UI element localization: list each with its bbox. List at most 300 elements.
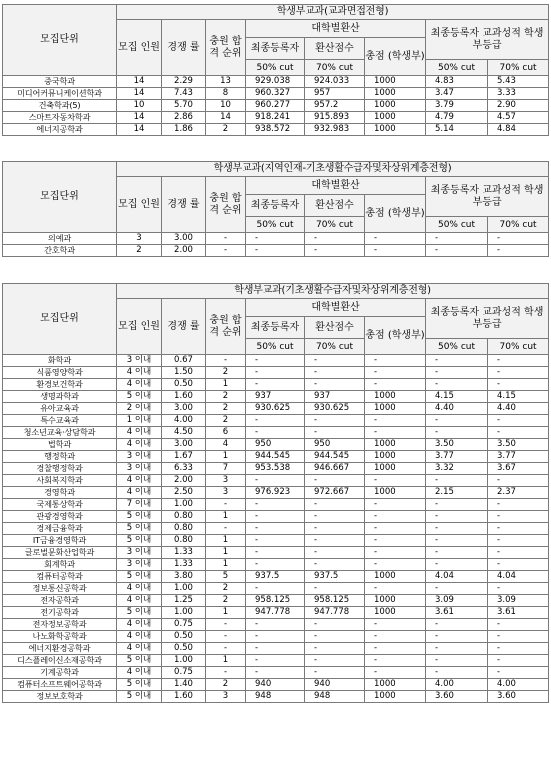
cell-grade-cut50: 4.15 bbox=[426, 391, 488, 403]
cell-competition: 0.80 bbox=[162, 511, 206, 523]
cell-supplementary: 13 bbox=[206, 76, 246, 88]
header-university-conversion: 대학별환산 bbox=[246, 299, 426, 317]
cell-recruit: 14 bbox=[117, 112, 162, 124]
cell-cut70: - bbox=[305, 643, 365, 655]
table-basic-livelihood bbox=[2, 283, 549, 703]
cell-competition: 0.80 bbox=[162, 535, 206, 547]
cell-grade-cut50: - bbox=[426, 499, 488, 511]
cell-total: - bbox=[365, 631, 426, 643]
table-row bbox=[3, 691, 549, 703]
cell-grade-cut70: 3.61 bbox=[488, 607, 549, 619]
table-row bbox=[3, 112, 549, 124]
cell-competition: 0.50 bbox=[162, 379, 206, 391]
cell-cut50: - bbox=[246, 619, 305, 631]
header-final-registrant: 최종등록자 bbox=[246, 195, 305, 217]
header-grade: 최종등록자 교과성적 학생부등급 bbox=[426, 20, 549, 60]
cell-supplementary: 3 bbox=[206, 475, 246, 487]
cell-dept-name: 간호학과 bbox=[3, 245, 117, 257]
table-row bbox=[3, 667, 549, 679]
cell-supplementary: - bbox=[206, 643, 246, 655]
cell-grade-cut50: 4.83 bbox=[426, 76, 488, 88]
cell-grade-cut70: 3.67 bbox=[488, 463, 549, 475]
cell-cut70: - bbox=[305, 667, 365, 679]
cell-cut50: - bbox=[246, 355, 305, 367]
cell-dept-name: 중국학과 bbox=[3, 76, 117, 88]
cell-supplementary: 4 bbox=[206, 439, 246, 451]
table-title: 학생부교과(교과면접전형) bbox=[117, 5, 549, 20]
cell-grade-cut50: 4.40 bbox=[426, 403, 488, 415]
cell-competition: 4.50 bbox=[162, 427, 206, 439]
cell-cut70: 972.667 bbox=[305, 487, 365, 499]
table-row bbox=[3, 583, 549, 595]
cell-competition: 3.80 bbox=[162, 571, 206, 583]
cell-cut50: - bbox=[246, 475, 305, 487]
cell-competition: 0.50 bbox=[162, 643, 206, 655]
cell-grade-cut50: 2.15 bbox=[426, 487, 488, 499]
cell-grade-cut70: - bbox=[488, 355, 549, 367]
cell-cut70: 948 bbox=[305, 691, 365, 703]
cell-supplementary: - bbox=[206, 355, 246, 367]
table-row bbox=[3, 245, 549, 257]
cell-supplementary: 10 bbox=[206, 100, 246, 112]
cell-total: - bbox=[365, 583, 426, 595]
header-cut50: 50% cut bbox=[246, 217, 305, 233]
cell-cut70: - bbox=[305, 415, 365, 427]
table-row bbox=[3, 571, 549, 583]
table-row bbox=[3, 233, 549, 245]
table-row bbox=[3, 679, 549, 691]
cell-dept-name: 관광경영학과 bbox=[3, 511, 117, 523]
cell-grade-cut70: - bbox=[488, 547, 549, 559]
cell-grade-cut50: 4.79 bbox=[426, 112, 488, 124]
cell-cut70: - bbox=[305, 379, 365, 391]
cell-competition: 6.33 bbox=[162, 463, 206, 475]
cell-cut50: 929.038 bbox=[246, 76, 305, 88]
cell-competition: 1.50 bbox=[162, 367, 206, 379]
cell-grade-cut70: - bbox=[488, 535, 549, 547]
cell-dept-name: IT금융경영학과 bbox=[3, 535, 117, 547]
cell-supplementary: - bbox=[206, 631, 246, 643]
cell-supplementary: - bbox=[206, 245, 246, 257]
cell-dept-name: 기계공학과 bbox=[3, 667, 117, 679]
cell-recruit: 7 이내 bbox=[117, 499, 162, 511]
table-row bbox=[3, 595, 549, 607]
cell-recruit: 3 이내 bbox=[117, 463, 162, 475]
cell-recruit: 3 이내 bbox=[117, 451, 162, 463]
cell-cut50: 953.538 bbox=[246, 463, 305, 475]
header-total: 총점 (학생부) bbox=[365, 195, 426, 233]
cell-cut50: 937.5 bbox=[246, 571, 305, 583]
cell-grade-cut50: 4.04 bbox=[426, 571, 488, 583]
cell-total: - bbox=[365, 379, 426, 391]
cell-dept-name: 화학과 bbox=[3, 355, 117, 367]
cell-cut70: - bbox=[305, 655, 365, 667]
cell-grade-cut70: 4.15 bbox=[488, 391, 549, 403]
cell-recruit: 5 이내 bbox=[117, 391, 162, 403]
cell-cut70: - bbox=[305, 583, 365, 595]
cell-supplementary: - bbox=[206, 523, 246, 535]
table-row bbox=[3, 631, 549, 643]
cell-dept-name: 미디어커뮤니케이션학과 bbox=[3, 88, 117, 100]
cell-total: 1000 bbox=[365, 679, 426, 691]
header-supplementary: 충원 합격 순위 bbox=[206, 299, 246, 355]
cell-grade-cut50: 3.09 bbox=[426, 595, 488, 607]
cell-dept-name: 특수교육과 bbox=[3, 415, 117, 427]
cell-supplementary: 2 bbox=[206, 583, 246, 595]
cell-recruit: 5 이내 bbox=[117, 571, 162, 583]
table-row bbox=[3, 403, 549, 415]
cell-supplementary: 2 bbox=[206, 679, 246, 691]
cell-cut50: - bbox=[246, 667, 305, 679]
header-dept: 모집단위 bbox=[3, 284, 117, 355]
cell-grade-cut70: 2.37 bbox=[488, 487, 549, 499]
header-grade-cut50: 50% cut bbox=[426, 217, 488, 233]
cell-recruit: 3 이내 bbox=[117, 559, 162, 571]
cell-competition: 1.67 bbox=[162, 451, 206, 463]
cell-grade-cut70: - bbox=[488, 583, 549, 595]
cell-recruit: 5 이내 bbox=[117, 607, 162, 619]
table-row bbox=[3, 511, 549, 523]
cell-competition: 3.00 bbox=[162, 233, 206, 245]
cell-dept-name: 나노화학공학과 bbox=[3, 631, 117, 643]
cell-total: 1000 bbox=[365, 88, 426, 100]
cell-grade-cut50: 3.79 bbox=[426, 100, 488, 112]
cell-dept-name: 컴퓨터소프트웨어공학과 bbox=[3, 679, 117, 691]
cell-grade-cut50: 4.00 bbox=[426, 679, 488, 691]
header-recruit: 모집 인원 bbox=[117, 20, 162, 76]
cell-competition: 1.33 bbox=[162, 559, 206, 571]
cell-competition: 2.86 bbox=[162, 112, 206, 124]
cell-cut70: - bbox=[305, 523, 365, 535]
cell-dept-name: 건축학과(5) bbox=[3, 100, 117, 112]
cell-recruit: 3 이내 bbox=[117, 547, 162, 559]
cell-cut50: - bbox=[246, 583, 305, 595]
cell-dept-name: 디스플레이신소재공학과 bbox=[3, 655, 117, 667]
header-cut70: 70% cut bbox=[305, 60, 365, 76]
cell-grade-cut70: 3.09 bbox=[488, 595, 549, 607]
header-total: 총점 (학생부) bbox=[365, 38, 426, 76]
cell-total: 1000 bbox=[365, 391, 426, 403]
table-title: 학생부교과(기초생활수급자및차상위계층전형) bbox=[117, 284, 549, 299]
cell-total: - bbox=[365, 655, 426, 667]
cell-cut70: - bbox=[305, 475, 365, 487]
cell-cut50: - bbox=[246, 367, 305, 379]
cell-supplementary: - bbox=[206, 667, 246, 679]
header-cut70: 70% cut bbox=[305, 339, 365, 355]
cell-supplementary: 1 bbox=[206, 451, 246, 463]
cell-supplementary: - bbox=[206, 619, 246, 631]
cell-dept-name: 식품영양학과 bbox=[3, 367, 117, 379]
cell-total: - bbox=[365, 427, 426, 439]
cell-total: 1000 bbox=[365, 463, 426, 475]
cell-cut70: 958.125 bbox=[305, 595, 365, 607]
cell-recruit: 4 이내 bbox=[117, 379, 162, 391]
cell-recruit: 5 이내 bbox=[117, 691, 162, 703]
cell-recruit: 14 bbox=[117, 76, 162, 88]
cell-supplementary: 1 bbox=[206, 547, 246, 559]
cell-grade-cut70: 3.33 bbox=[488, 88, 549, 100]
header-final-registrant: 최종등록자 bbox=[246, 317, 305, 339]
cell-cut50: - bbox=[246, 415, 305, 427]
cell-dept-name: 법학과 bbox=[3, 439, 117, 451]
cell-grade-cut50: - bbox=[426, 475, 488, 487]
cell-supplementary: 2 bbox=[206, 367, 246, 379]
cell-grade-cut70: 4.04 bbox=[488, 571, 549, 583]
cell-competition: 2.50 bbox=[162, 487, 206, 499]
cell-supplementary: 2 bbox=[206, 595, 246, 607]
cell-cut50: - bbox=[246, 511, 305, 523]
cell-recruit: 4 이내 bbox=[117, 427, 162, 439]
cell-cut50: 960.327 bbox=[246, 88, 305, 100]
cell-grade-cut70: - bbox=[488, 631, 549, 643]
cell-grade-cut50: - bbox=[426, 367, 488, 379]
cell-grade-cut70: 4.57 bbox=[488, 112, 549, 124]
header-cut50: 50% cut bbox=[246, 339, 305, 355]
header-university-conversion: 대학별환산 bbox=[246, 177, 426, 195]
header-grade-cut70: 70% cut bbox=[488, 60, 549, 76]
cell-cut50: - bbox=[246, 245, 305, 257]
cell-recruit: 4 이내 bbox=[117, 667, 162, 679]
cell-cut70: 937.5 bbox=[305, 571, 365, 583]
cell-grade-cut70: - bbox=[488, 245, 549, 257]
cell-recruit: 5 이내 bbox=[117, 535, 162, 547]
header-dept: 모집단위 bbox=[3, 5, 117, 76]
cell-supplementary: 3 bbox=[206, 487, 246, 499]
cell-cut70: - bbox=[305, 355, 365, 367]
cell-cut70: 950 bbox=[305, 439, 365, 451]
header-recruit: 모집 인원 bbox=[117, 299, 162, 355]
table-row bbox=[3, 499, 549, 511]
table-row bbox=[3, 100, 549, 112]
cell-grade-cut50: 5.14 bbox=[426, 124, 488, 136]
cell-dept-name: 전자정보공학과 bbox=[3, 619, 117, 631]
header-grade-cut50: 50% cut bbox=[426, 60, 488, 76]
cell-grade-cut50: - bbox=[426, 427, 488, 439]
cell-total: - bbox=[365, 245, 426, 257]
cell-grade-cut70: 3.77 bbox=[488, 451, 549, 463]
table-row bbox=[3, 559, 549, 571]
cell-cut50: 958.125 bbox=[246, 595, 305, 607]
cell-dept-name: 경찰행정학과 bbox=[3, 463, 117, 475]
cell-recruit: 4 이내 bbox=[117, 439, 162, 451]
cell-cut50: 976.923 bbox=[246, 487, 305, 499]
cell-grade-cut70: 4.84 bbox=[488, 124, 549, 136]
cell-supplementary: 2 bbox=[206, 391, 246, 403]
cell-cut70: - bbox=[305, 535, 365, 547]
cell-total: - bbox=[365, 499, 426, 511]
cell-competition: 3.00 bbox=[162, 403, 206, 415]
cell-grade-cut70: - bbox=[488, 619, 549, 631]
cell-dept-name: 사회복지학과 bbox=[3, 475, 117, 487]
cell-supplementary: 2 bbox=[206, 415, 246, 427]
cell-grade-cut50: - bbox=[426, 619, 488, 631]
header-competition: 경쟁 률 bbox=[162, 20, 206, 76]
cell-grade-cut50: - bbox=[426, 415, 488, 427]
cell-cut70: - bbox=[305, 547, 365, 559]
cell-grade-cut50: - bbox=[426, 245, 488, 257]
cell-cut50: - bbox=[246, 643, 305, 655]
header-converted-score: 환산점수 bbox=[305, 195, 365, 217]
cell-cut70: 957 bbox=[305, 88, 365, 100]
table-row bbox=[3, 523, 549, 535]
cell-total: 1000 bbox=[365, 100, 426, 112]
cell-recruit: 1 이내 bbox=[117, 415, 162, 427]
cell-recruit: 14 bbox=[117, 88, 162, 100]
header-dept: 모집단위 bbox=[3, 162, 117, 233]
table-row bbox=[3, 535, 549, 547]
cell-cut50: 938.572 bbox=[246, 124, 305, 136]
cell-grade-cut50: 3.50 bbox=[426, 439, 488, 451]
cell-grade-cut70: - bbox=[488, 367, 549, 379]
header-converted-score: 환산점수 bbox=[305, 38, 365, 60]
table-row bbox=[3, 547, 549, 559]
cell-grade-cut50: 3.77 bbox=[426, 451, 488, 463]
cell-recruit: 5 이내 bbox=[117, 679, 162, 691]
cell-recruit: 14 bbox=[117, 124, 162, 136]
cell-dept-name: 의예과 bbox=[3, 233, 117, 245]
header-grade: 최종등록자 교과성적 학생부등급 bbox=[426, 177, 549, 217]
table-row bbox=[3, 379, 549, 391]
cell-total: - bbox=[365, 523, 426, 535]
table-row bbox=[3, 619, 549, 631]
cell-dept-name: 전기공학과 bbox=[3, 607, 117, 619]
cell-cut70: - bbox=[305, 559, 365, 571]
cell-cut50: 930.625 bbox=[246, 403, 305, 415]
cell-cut50: 944.545 bbox=[246, 451, 305, 463]
cell-dept-name: 환경보건학과 bbox=[3, 379, 117, 391]
cell-grade-cut50: 3.60 bbox=[426, 691, 488, 703]
table-row bbox=[3, 427, 549, 439]
table-regional bbox=[2, 161, 549, 257]
cell-grade-cut50: - bbox=[426, 655, 488, 667]
cell-competition: 1.60 bbox=[162, 691, 206, 703]
cell-dept-name: 정보보호학과 bbox=[3, 691, 117, 703]
cell-competition: 0.67 bbox=[162, 355, 206, 367]
cell-total: - bbox=[365, 367, 426, 379]
cell-total: - bbox=[365, 511, 426, 523]
cell-cut50: - bbox=[246, 379, 305, 391]
cell-cut50: - bbox=[246, 499, 305, 511]
cell-cut70: - bbox=[305, 631, 365, 643]
cell-recruit: 3 bbox=[117, 233, 162, 245]
cell-cut70: 957.2 bbox=[305, 100, 365, 112]
cell-grade-cut50: - bbox=[426, 667, 488, 679]
cell-total: 1000 bbox=[365, 403, 426, 415]
cell-dept-name: 회계학과 bbox=[3, 559, 117, 571]
cell-cut70: 937 bbox=[305, 391, 365, 403]
cell-grade-cut70: - bbox=[488, 475, 549, 487]
cell-recruit: 4 이내 bbox=[117, 631, 162, 643]
cell-grade-cut70: - bbox=[488, 379, 549, 391]
cell-competition: 5.70 bbox=[162, 100, 206, 112]
cell-grade-cut50: - bbox=[426, 355, 488, 367]
cell-dept-name: 에너지공학과 bbox=[3, 124, 117, 136]
cell-competition: 3.00 bbox=[162, 439, 206, 451]
cell-recruit: 5 이내 bbox=[117, 655, 162, 667]
cell-grade-cut70: - bbox=[488, 559, 549, 571]
cell-grade-cut70: 4.40 bbox=[488, 403, 549, 415]
cell-grade-cut50: - bbox=[426, 631, 488, 643]
cell-cut50: - bbox=[246, 547, 305, 559]
cell-supplementary: 1 bbox=[206, 535, 246, 547]
cell-competition: 2.29 bbox=[162, 76, 206, 88]
header-final-registrant: 최종등록자 bbox=[246, 38, 305, 60]
cell-competition: 1.25 bbox=[162, 595, 206, 607]
header-grade-cut70: 70% cut bbox=[488, 217, 549, 233]
cell-cut50: 937 bbox=[246, 391, 305, 403]
cell-competition: 2.00 bbox=[162, 245, 206, 257]
cell-cut70: 930.625 bbox=[305, 403, 365, 415]
cell-grade-cut50: - bbox=[426, 559, 488, 571]
cell-cut70: 947.778 bbox=[305, 607, 365, 619]
cell-total: - bbox=[365, 667, 426, 679]
cell-cut50: 948 bbox=[246, 691, 305, 703]
cell-total: 1000 bbox=[365, 76, 426, 88]
cell-dept-name: 전자공학과 bbox=[3, 595, 117, 607]
cell-cut50: - bbox=[246, 631, 305, 643]
cell-cut50: - bbox=[246, 233, 305, 245]
cell-supplementary: 7 bbox=[206, 463, 246, 475]
table-interview bbox=[2, 4, 549, 136]
cell-supplementary: 3 bbox=[206, 691, 246, 703]
cell-total: 1000 bbox=[365, 571, 426, 583]
cell-cut70: - bbox=[305, 427, 365, 439]
cell-supplementary: 1 bbox=[206, 559, 246, 571]
cell-competition: 1.00 bbox=[162, 499, 206, 511]
cell-cut70: 944.545 bbox=[305, 451, 365, 463]
cell-grade-cut70: - bbox=[488, 427, 549, 439]
cell-competition: 0.80 bbox=[162, 523, 206, 535]
cell-total: - bbox=[365, 535, 426, 547]
cell-competition: 4.00 bbox=[162, 415, 206, 427]
cell-supplementary: 2 bbox=[206, 124, 246, 136]
cell-recruit: 4 이내 bbox=[117, 367, 162, 379]
table-row bbox=[3, 355, 549, 367]
cell-dept-name: 경제금융학과 bbox=[3, 523, 117, 535]
cell-recruit: 3 이내 bbox=[117, 355, 162, 367]
cell-supplementary: 6 bbox=[206, 427, 246, 439]
table-row bbox=[3, 88, 549, 100]
cell-grade-cut50: - bbox=[426, 583, 488, 595]
cell-competition: 0.75 bbox=[162, 619, 206, 631]
table-row bbox=[3, 643, 549, 655]
cell-supplementary: 8 bbox=[206, 88, 246, 100]
cell-cut50: - bbox=[246, 427, 305, 439]
cell-competition: 0.50 bbox=[162, 631, 206, 643]
cell-cut70: - bbox=[305, 499, 365, 511]
header-converted-score: 환산점수 bbox=[305, 317, 365, 339]
table-row bbox=[3, 487, 549, 499]
cell-recruit: 4 이내 bbox=[117, 583, 162, 595]
cell-cut70: 924.033 bbox=[305, 76, 365, 88]
cell-competition: 1.00 bbox=[162, 607, 206, 619]
cell-total: - bbox=[365, 643, 426, 655]
table-row bbox=[3, 367, 549, 379]
cell-cut50: - bbox=[246, 523, 305, 535]
header-competition: 경쟁 률 bbox=[162, 177, 206, 233]
cell-cut70: 915.893 bbox=[305, 112, 365, 124]
cell-competition: 0.75 bbox=[162, 667, 206, 679]
table-row bbox=[3, 391, 549, 403]
cell-competition: 1.00 bbox=[162, 655, 206, 667]
cell-competition: 7.43 bbox=[162, 88, 206, 100]
cell-grade-cut50: - bbox=[426, 233, 488, 245]
cell-grade-cut50: 3.47 bbox=[426, 88, 488, 100]
cell-recruit: 4 이내 bbox=[117, 475, 162, 487]
cell-dept-name: 정보통신공학과 bbox=[3, 583, 117, 595]
cell-cut50: - bbox=[246, 535, 305, 547]
cell-dept-name: 컴퓨터공학과 bbox=[3, 571, 117, 583]
